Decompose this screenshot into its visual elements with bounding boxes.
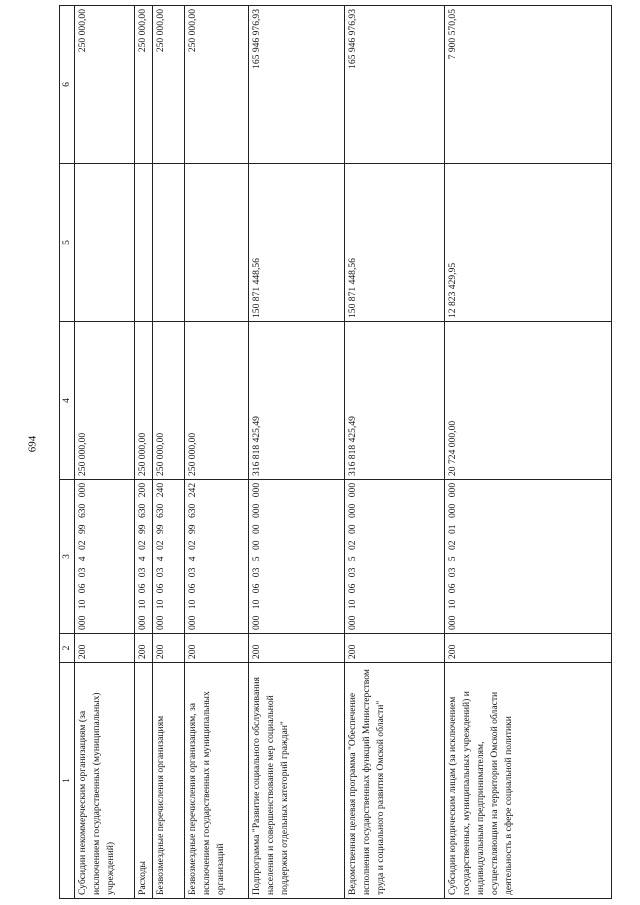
row-code: 000 10 06 03 5 02 01 000 000 (444, 480, 611, 634)
row-name: Субсидии некоммерческим организациям (за исключением государственных (муниципальных) учреждений) (74, 663, 134, 899)
row-col6: 165 946 976,93 (344, 6, 444, 164)
table-row (184, 6, 248, 899)
row-name: Безвозмездные перечисления организациям (152, 663, 184, 899)
row-col4: 250 000,00 (134, 322, 152, 480)
header-col-2: 2 (60, 634, 75, 663)
row-col4: 250 000,00 (74, 322, 134, 480)
row-name: Субсидии юридическим лицам (за исключением государственных, муниципальных учреждений) и индивидуальным предпринимателям, осуществляющим на территории Омской области деятельность в сфере социальной политики (444, 663, 611, 899)
table-row (444, 6, 611, 899)
row-code: 000 10 06 03 4 02 99 630 200 (134, 480, 152, 634)
row-col6: 250 000,00 (134, 6, 152, 164)
row-code: 000 10 06 03 5 00 00 000 000 (248, 480, 344, 634)
header-col-5: 5 (60, 164, 75, 322)
row-col4: 250 000,00 (152, 322, 184, 480)
header-col-3: 3 (60, 480, 75, 634)
row-col6: 250 000,00 (152, 6, 184, 164)
header-col-6: 6 (60, 6, 75, 164)
table-row (74, 6, 134, 899)
budget-table-sheet (59, 6, 612, 899)
row-admin: 200 (134, 634, 152, 663)
row-col4: 20 724 000,00 (444, 322, 611, 480)
row-col5: 12 823 429,95 (444, 164, 611, 322)
row-name: Расходы (134, 663, 152, 899)
row-col5: 150 871 448,56 (344, 164, 444, 322)
row-col5: 150 871 448,56 (248, 164, 344, 322)
header-col-4: 4 (60, 322, 75, 480)
row-col6: 7 900 570,05 (444, 6, 611, 164)
page-number: 694 (26, 435, 39, 453)
row-col6: 250 000,00 (184, 6, 248, 164)
row-admin: 200 (444, 634, 611, 663)
row-col5 (184, 164, 248, 322)
row-col6: 250 000,00 (74, 6, 134, 164)
row-col4: 316 818 425,49 (248, 322, 344, 480)
row-name: Ведомственная целевая программа "Обеспечение исполнения государственных функций Министерством труда и социального развития Омской области" (344, 663, 444, 899)
table-row (134, 6, 152, 899)
row-admin: 200 (248, 634, 344, 663)
header-col-1: 1 (60, 663, 75, 899)
row-code: 000 10 06 03 5 02 00 000 000 (344, 480, 444, 634)
budget-table (59, 5, 612, 899)
table-row (152, 6, 184, 899)
row-col4: 316 818 425,49 (344, 322, 444, 480)
row-admin: 200 (184, 634, 248, 663)
row-admin: 200 (152, 634, 184, 663)
row-col5 (134, 164, 152, 322)
row-code: 000 10 06 03 4 02 99 630 240 (152, 480, 184, 634)
row-col6: 165 946 976,93 (248, 6, 344, 164)
row-col5 (74, 164, 134, 322)
row-admin: 200 (344, 634, 444, 663)
header-row (60, 6, 75, 899)
table-row (344, 6, 444, 899)
row-admin: 200 (74, 634, 134, 663)
row-name: Безвозмездные перечисления организациям, за исключением государственных и муниципальных организаций (184, 663, 248, 899)
row-name: Подпрограмма "Развитие социального обслуживания населения и совершенствование мер социальной поддержки отдельных категорий граждан" (248, 663, 344, 899)
row-code: 000 10 06 03 4 02 99 630 000 (74, 480, 134, 634)
row-code: 000 10 06 03 4 02 99 630 242 (184, 480, 248, 634)
table-row (248, 6, 344, 899)
row-col5 (152, 164, 184, 322)
row-col4: 250 000,00 (184, 322, 248, 480)
